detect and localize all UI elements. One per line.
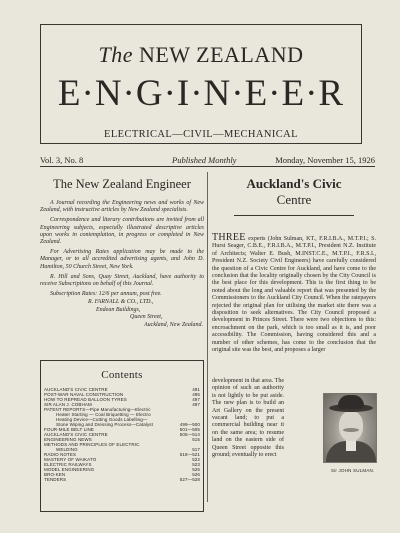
photo-face <box>339 411 363 441</box>
left-column <box>40 174 204 329</box>
contents-item-page: 505—514 <box>179 432 200 437</box>
contents-item-page: 517 <box>192 447 200 452</box>
intro-paragraph: For Advertising Rates application may be made to the Manager, or to all accredited advertising agents, and John D. Hamilton, 50 Church Street, New York. <box>40 249 204 270</box>
contents-item-title: RADIO NOTES <box>44 452 77 457</box>
intro-paragraph: Correspondence and literary contributions are invited from all Engineering subjects, especially illustrated descriptive articles upon works in contemplation, in progress or completed in New Zealand. <box>40 217 204 246</box>
contents-item-title: SIR ALAN J. COBHAM <box>44 402 92 407</box>
article-column <box>212 176 376 473</box>
contents-item-title: MASTERY OF WAIKATO <box>44 457 97 462</box>
contents-title: Contents <box>101 369 143 381</box>
masthead-title-rest: NEW ZEALAND <box>138 42 304 67</box>
contents-item-page: 518—521 <box>179 452 200 457</box>
issue-date: Monday, November 15, 1926 <box>275 155 375 165</box>
issue-volume: Vol. 3, No. 8 <box>40 155 84 165</box>
article-dropcap: THREE <box>212 232 246 243</box>
contents-item-page: 526 <box>192 472 200 477</box>
contents-item-page: 495 <box>192 392 200 397</box>
contents-item-page: 515 <box>192 437 200 442</box>
contents-item-page: 527—528 <box>179 477 200 482</box>
contents-item-page: 523 <box>192 462 200 467</box>
publisher-address <box>40 299 204 329</box>
contents-item-title: Heater Starting — Coal Briquetting — Electro <box>56 412 151 417</box>
address-line: Endean Buildings, <box>96 306 141 313</box>
portrait-photo <box>323 393 377 463</box>
journal-title: The New Zealand Engineer <box>53 177 191 191</box>
contents-item-page: 497 <box>192 402 200 407</box>
contents-item-title: POST-WAR NAVAL CONSTRUCTION <box>44 392 124 397</box>
title-rule <box>234 215 354 216</box>
article-body <box>212 234 376 355</box>
column-divider <box>207 172 208 502</box>
address-line: Auckland, New Zealand. <box>144 321 203 328</box>
contents-item-title: METHODS AND PRINCIPLES OF ELECTRIC <box>44 442 140 447</box>
contents-item-title: Stone Wiping and Dressing Process—Catalyst <box>56 422 153 427</box>
address-line: R. FARNALL & CO., LTD., <box>88 299 154 306</box>
contents-item-title: FOUR-MILE BELT LINE <box>44 427 94 432</box>
contents-item-page: 501—505 <box>179 427 200 432</box>
photo-mustache <box>343 428 359 432</box>
contents-item-title: BRO-KEN <box>44 472 66 477</box>
photo-caption: Sir JOHN SULMAN. <box>331 468 375 473</box>
contents-item-title: AUCKLAND'S CIVIC CENTRE <box>44 387 108 392</box>
intro-paragraph: R. Hill and Sons, Quay Street, Auckland, have authority to receive Subscriptions on behalf of this Journal. <box>40 273 204 288</box>
contents-item-title: HOW TO REPREAD BALLOON TYRES <box>44 397 127 402</box>
masthead-title <box>41 43 361 67</box>
contents-item <box>44 477 200 482</box>
masthead <box>40 24 362 144</box>
contents-box <box>40 360 204 512</box>
contents-item-title: MODEL ENGINEERING <box>44 467 95 472</box>
subscription-rates: Subscription Rates: 12/6 per annum, post free. <box>50 291 162 298</box>
issue-bar <box>40 153 375 167</box>
contents-item-title: ELECTRIC RAILWAYS <box>44 462 92 467</box>
issue-frequency: Published Monthly <box>172 155 237 165</box>
address-line: Queen Street, <box>130 314 163 321</box>
contents-item-title: Heating Device—Cutting Goods Labelling— <box>56 417 148 422</box>
contents-item-title: AUCKLAND'S CIVIC CENTRE <box>44 432 108 437</box>
article-title-line2: Centre <box>276 192 312 207</box>
journal-intro <box>40 200 204 288</box>
contents-item-page: 499—500 <box>179 422 200 427</box>
masthead-subtitle: ELECTRICAL—CIVIL—MECHANICAL <box>104 129 298 140</box>
masthead-engineer: E·N·G·I·N·E·E·R <box>57 73 345 114</box>
contents-item-page: 522 <box>192 457 200 462</box>
article-text: experts (John Sulman, KT., F.R.I.B.A., M.T.P.I.; S. Hurst Seager, C.B.E., F.R.I.B.A., M.T.P.I., President N.Z. Institute of Architects; Walter E. Bush, M.INST.C.E., M.T.P.I., F.R.S.I., President N.Z. Society Civil Engineers) have carefully considered the question of a Civic Centre for Auckland, and have come to the conclusion that the locality originally chosen by the City Council is the best place for this development. This is the first thing to be noted about the long and valuable report that was presented by the Commissioners to the Auckland City Council. When the ratepayers rejected the original plan for utilising the market site there was a disposition to seek alternatives. The City Council proposed a development in Princes Street. There were two objections to this: encroachment on the park, which is too small as it is, and poor accessibility. The Commission, having considered this and a number of other schemes, has come to the conclusion that the original site was the best, and proposes a larger <box>212 236 376 354</box>
contents-item-page: 491 <box>192 387 200 392</box>
article-title-line1: Auckland's Civic <box>246 176 342 191</box>
masthead-the: The <box>98 42 133 67</box>
contents-item-page: 525 <box>192 467 200 472</box>
contents-item-title: PATENT REPORTS—Pipe Manufacturing—Electric <box>44 407 151 412</box>
contents-item-title: ENGINEERING NEWS <box>44 437 92 442</box>
contents-list <box>41 387 203 482</box>
contents-item-page: 497 <box>192 397 200 402</box>
article-body-lower: development in that area. The opinion of such an authority is not lightly to be put aside. The new plan is to build an Art Gallery on the present vacant land; to put a commercial building near it on the same area; to resume land on the eastern side of Queen Street opposite this ground; eventually to erect <box>212 378 284 459</box>
intro-paragraph: A Journal recording the Engineering news and works of New Zealand, with instructive articles by New Zealand specialists. <box>40 200 204 214</box>
photo-hat-top <box>338 395 364 409</box>
contents-item-title: WELDING <box>56 447 78 452</box>
contents-item-title: TENDERS <box>44 477 67 482</box>
